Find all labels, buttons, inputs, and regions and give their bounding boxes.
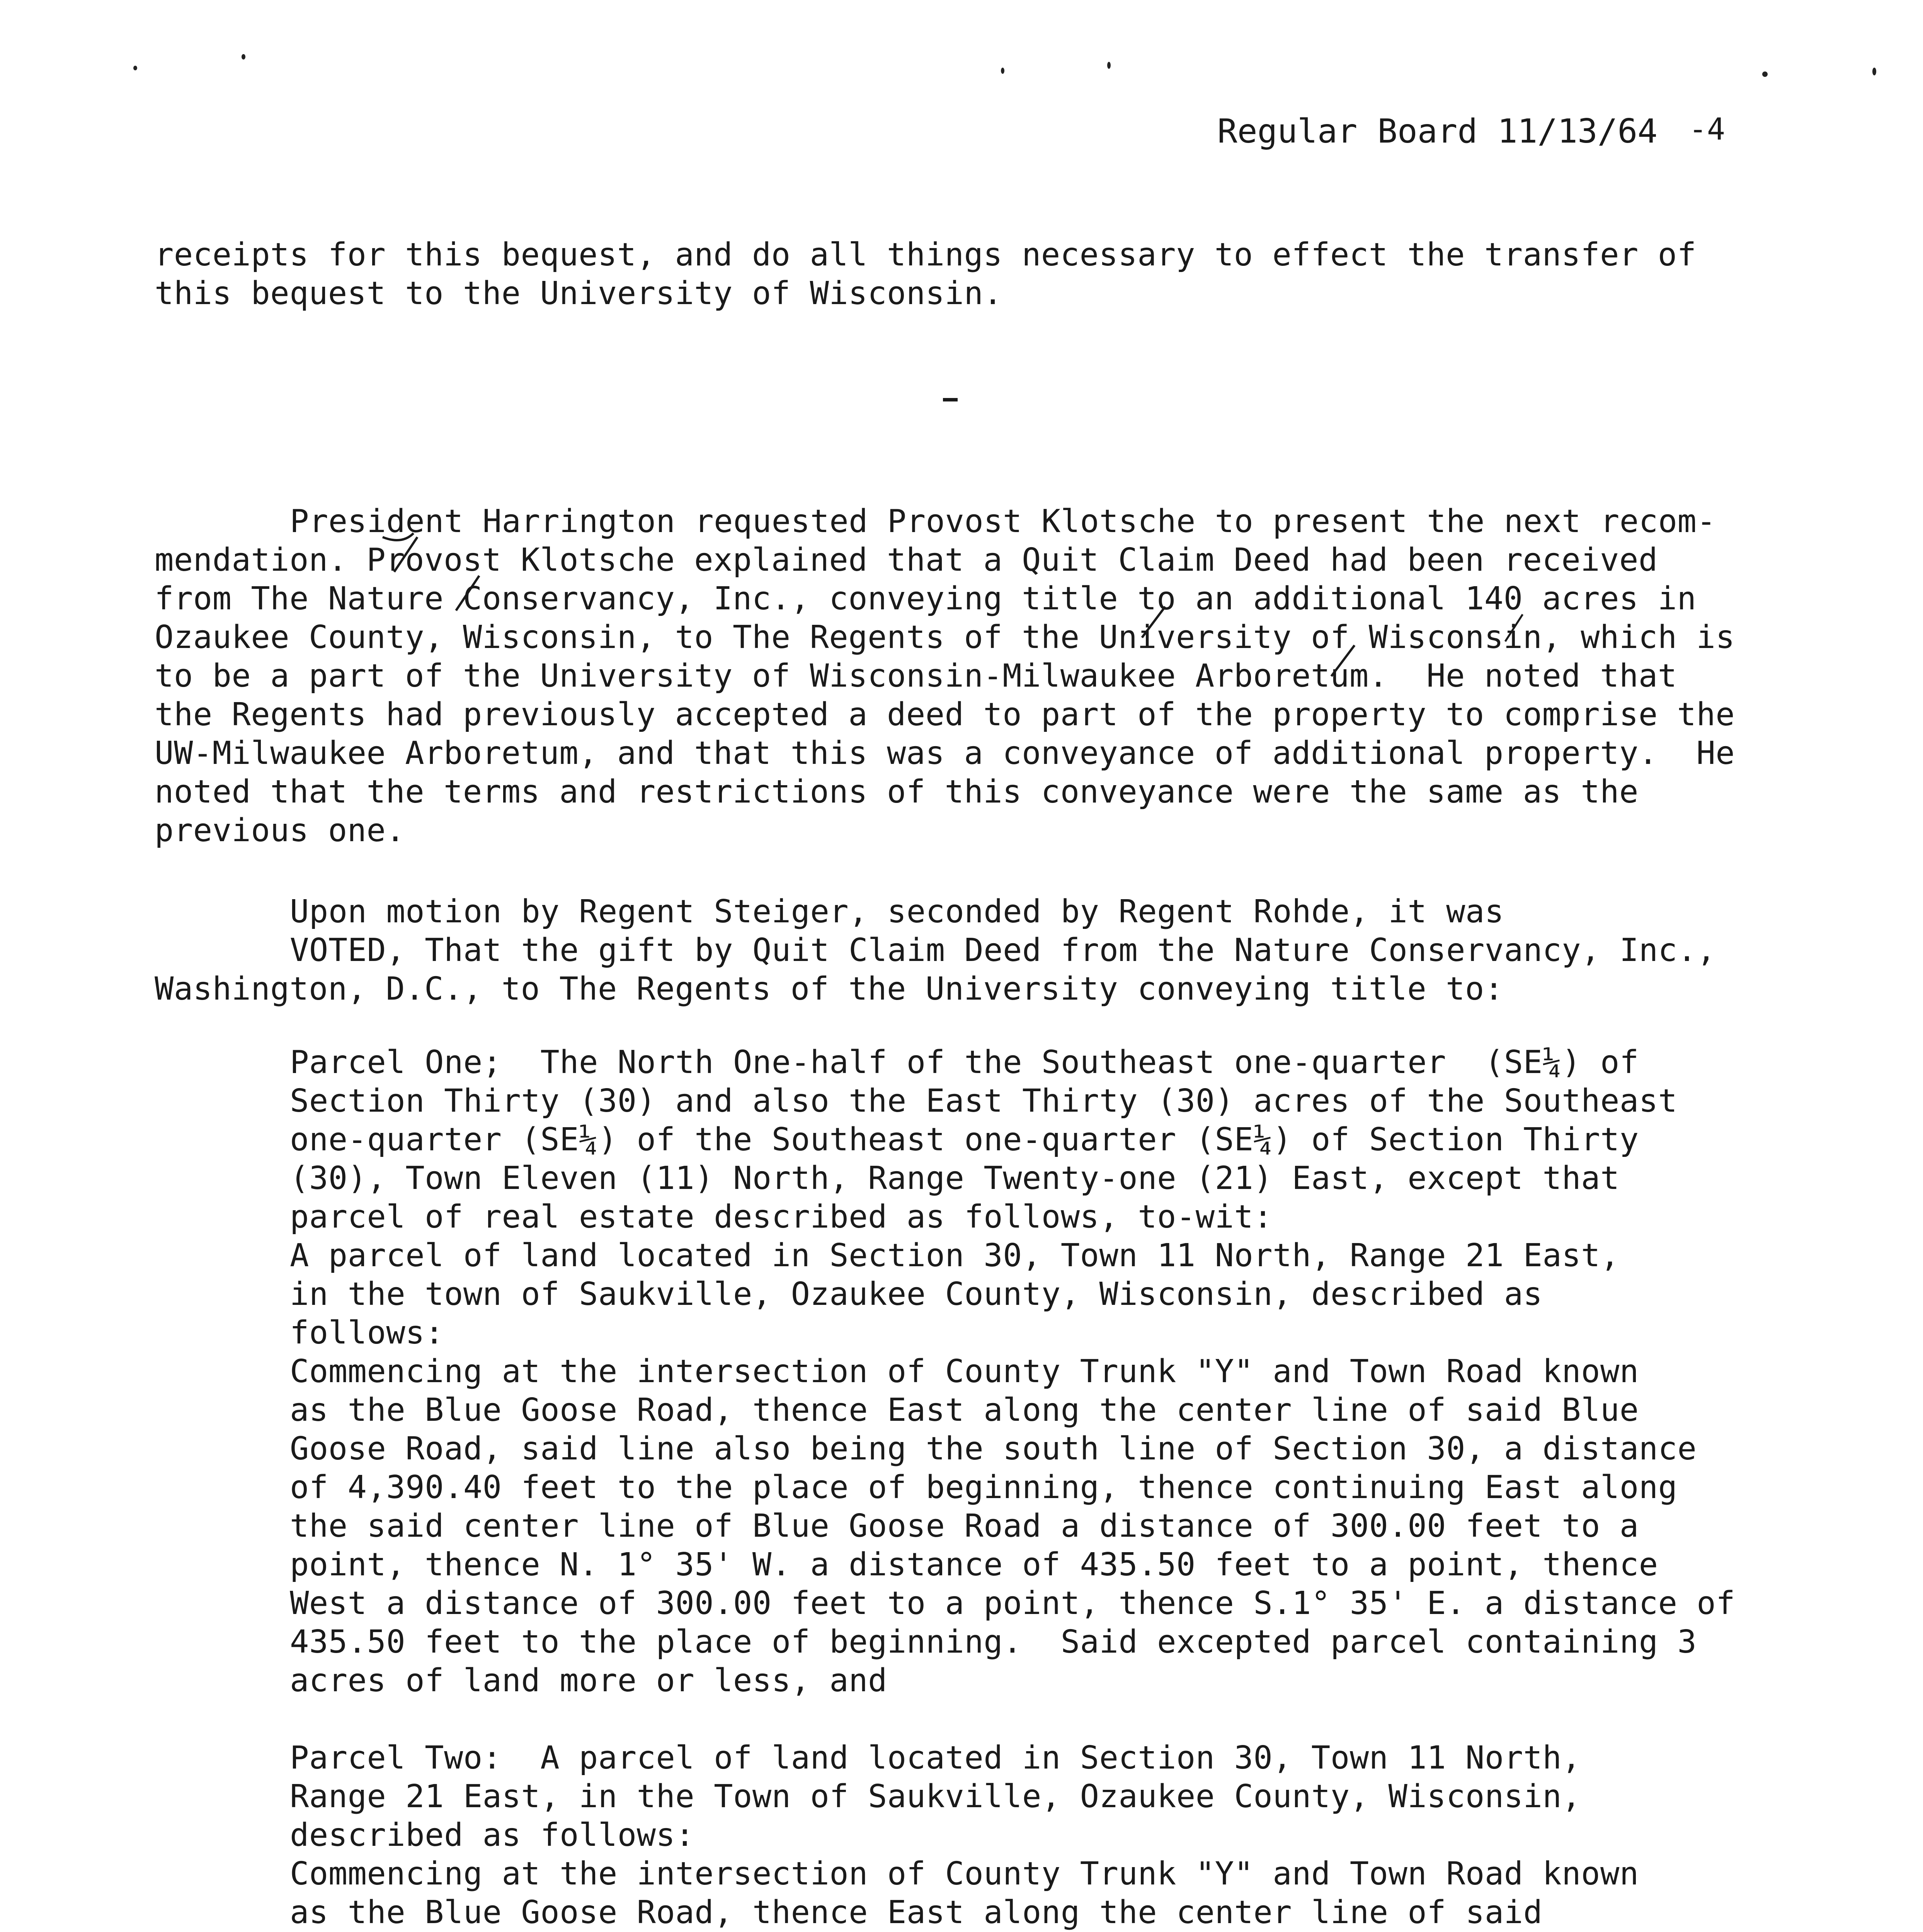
scan-speck — [242, 54, 245, 60]
paragraph-line: President Harrington requested Provost Klotsche to present the next recom- — [290, 503, 1716, 540]
header-page-mark: -4 — [1689, 112, 1725, 147]
scan-speck — [1762, 71, 1768, 77]
parcel-one-line: the said center line of Blue Goose Road a distance of 300.00 feet to a — [290, 1508, 1639, 1544]
continuation-line: this bequest to the University of Wisconsin. — [155, 275, 1003, 312]
parcel-two-line: described as follows: — [290, 1817, 695, 1854]
paragraph-line: UW-Milwaukee Arboretum, and that this was a conveyance of additional property. He — [155, 735, 1735, 772]
parcel-two-line: Commencing at the intersection of County Trunk "Y" and Town Road known — [290, 1855, 1639, 1892]
continuation-line: receipts for this bequest, and do all things necessary to effect the transfer of — [155, 236, 1697, 273]
pen-mark-icon — [448, 572, 487, 614]
pen-mark-icon — [1326, 641, 1360, 680]
scan-speck — [1872, 68, 1876, 75]
parcel-one-line: point, thence N. 1° 35' W. a distance of 435.50 feet to a point, thence — [290, 1546, 1658, 1583]
parcel-one-line: 435.50 feet to the place of beginning. Said excepted parcel containing 3 — [290, 1624, 1697, 1660]
motion-line: Upon motion by Regent Steiger, seconded by Regent Rohde, it was — [290, 893, 1504, 930]
paragraph-line: to be a part of the University of Wisconsin-Milwaukee Arboretum. He noted that — [155, 658, 1677, 694]
parcel-one-line: follows: — [290, 1315, 444, 1351]
paragraph-line: mendation. Provost Klotsche explained that a Quit Claim Deed had been received — [155, 542, 1658, 578]
parcel-one-line: as the Blue Goose Road, thence East along the center line of said Blue — [290, 1392, 1639, 1429]
parcel-one-line: Goose Road, said line also being the south line of Section 30, a distance — [290, 1430, 1697, 1467]
parcel-two-line: as the Blue Goose Road, thence East along the center line of said — [290, 1894, 1543, 1931]
parcel-two-line: Range 21 East, in the Town of Saukville, Ozaukee County, Wisconsin, — [290, 1778, 1581, 1815]
pen-mark-icon — [1136, 603, 1171, 641]
parcel-one-line: Commencing at the intersection of County Trunk "Y" and Town Road known — [290, 1353, 1639, 1390]
paragraph-line: noted that the terms and restrictions of this conveyance were the same as the — [155, 774, 1639, 810]
paragraph-line: Ozaukee County, Wisconsin, to The Regents of the University of Wisconsin, which is — [155, 619, 1735, 656]
parcel-one-line: acres of land more or less, and — [290, 1662, 887, 1699]
parcel-one-line: one-quarter (SE¼) of the Southeast one-quarter (SE¼) of Section Thirty — [290, 1121, 1639, 1158]
motion-line: VOTED, That the gift by Quit Claim Deed from the Nature Conservancy, Inc., — [290, 932, 1716, 969]
paragraph-line: from The Nature Conservancy, Inc., conveying title to an additional 140 acres in — [155, 580, 1697, 617]
parcel-one-line: in the town of Saukville, Ozaukee County, Wisconsin, described as — [290, 1276, 1543, 1313]
parcel-one-line: Parcel One; The North One-half of the Southeast one-quarter (SE¼) of — [290, 1044, 1639, 1081]
page-header: Regular Board 11/13/64 — [1217, 112, 1658, 151]
scan-speck — [1107, 62, 1111, 69]
pen-mark-icon — [1499, 611, 1530, 645]
pen-mark-icon — [379, 529, 425, 576]
section-separator — [943, 398, 958, 401]
parcel-one-line: of 4,390.40 feet to the place of beginning, thence continuing East along — [290, 1469, 1678, 1506]
parcel-one-line: West a distance of 300.00 feet to a point, thence S.1° 35' E. a distance of — [290, 1585, 1736, 1622]
paragraph-line: the Regents had previously accepted a deed to part of the property to comprise the — [155, 696, 1735, 733]
parcel-one-line: (30), Town Eleven (11) North, Range Twenty-one (21) East, except that — [290, 1160, 1620, 1197]
motion-line: Washington, D.C., to The Regents of the University conveying title to: — [155, 971, 1504, 1007]
parcel-one-line: parcel of real estate described as follows, to-wit: — [290, 1199, 1273, 1235]
parcel-one-line: A parcel of land located in Section 30, Town 11 North, Range 21 East, — [290, 1237, 1620, 1274]
parcel-one-line: Section Thirty (30) and also the East Thirty (30) acres of the Southeast — [290, 1083, 1678, 1119]
paragraph-line: previous one. — [155, 812, 405, 849]
scan-speck — [133, 66, 137, 70]
scan-speck — [1001, 68, 1004, 74]
parcel-two-line: Parcel Two: A parcel of land located in Section 30, Town 11 North, — [290, 1740, 1581, 1776]
